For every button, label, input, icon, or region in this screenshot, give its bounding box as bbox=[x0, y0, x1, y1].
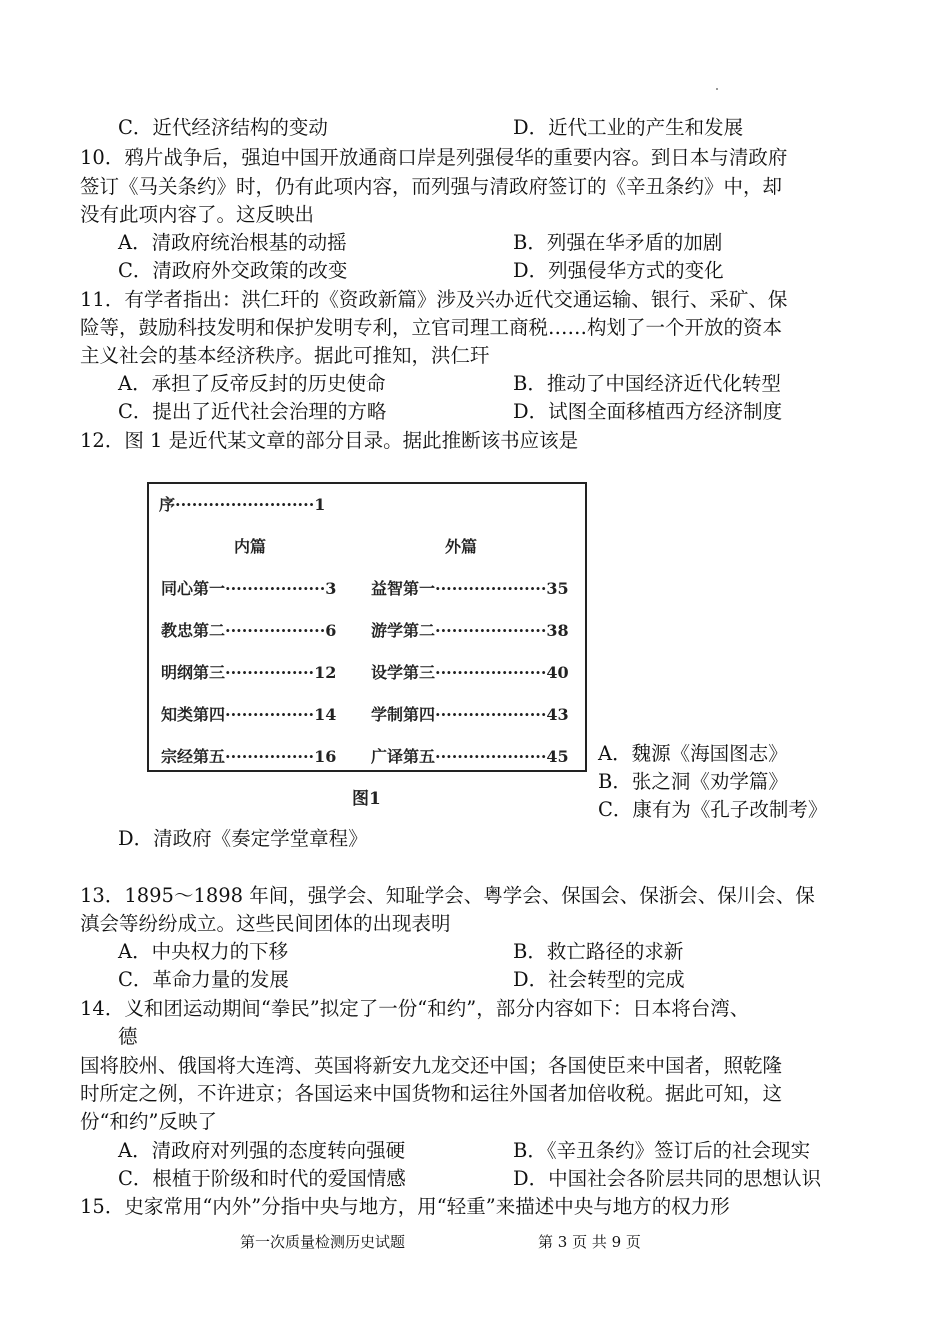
q15-stem: 15．史家常用“内外”分指中央与地方，用“轻重”来描述中央与地方的权力形 bbox=[80, 1195, 730, 1218]
q11-option-b: B．推动了中国经济近代化转型 bbox=[513, 372, 781, 395]
q9-option-c: C．近代经济结构的变动 bbox=[118, 116, 328, 139]
toc-outer-entry: 游学第二····················38 bbox=[371, 621, 569, 640]
toc-inner-title: 内篇 bbox=[234, 537, 267, 556]
q9-option-d: D．近代工业的产生和发展 bbox=[513, 116, 744, 139]
q10-stem-line-1: 10．鸦片战争后，强迫中国开放通商口岸是列强侵华的重要内容。到日本与清政府 bbox=[80, 146, 788, 169]
q13-option-d: D．社会转型的完成 bbox=[513, 968, 685, 991]
q11-option-c: C．提出了近代社会治理的方略 bbox=[118, 400, 387, 423]
q14-option-b: B．《辛丑条约》签订后的社会现实 bbox=[513, 1139, 811, 1162]
figure-1-caption: 图1 bbox=[352, 789, 381, 809]
figure-1-table-of-contents bbox=[147, 482, 587, 772]
toc-outer-entry: 益智第一····················35 bbox=[371, 579, 569, 598]
toc-inner-entry: 教忠第二··················6 bbox=[161, 621, 337, 640]
q12-option-b: B．张之洞《劝学篇》 bbox=[598, 770, 788, 793]
q12-option-d: D．清政府《奏定学堂章程》 bbox=[118, 827, 368, 850]
q13-option-b: B．救亡路径的求新 bbox=[513, 940, 684, 963]
toc-outer-title: 外篇 bbox=[445, 537, 478, 556]
toc-inner-entry: 知类第四················14 bbox=[161, 705, 337, 724]
q10-option-b: B．列强在华矛盾的加剧 bbox=[513, 231, 723, 254]
toc-outer-entry: 设学第三····················40 bbox=[371, 663, 569, 682]
footer-exam-title: 第一次质量检测历史试题 bbox=[240, 1233, 406, 1251]
scan-speck bbox=[716, 88, 718, 90]
q10-option-a: A．清政府统治根基的动摇 bbox=[118, 231, 347, 254]
q11-stem-line-2: 险等，鼓励科技发明和保护发明专利，立官司理工商税……构划了一个开放的资本 bbox=[80, 316, 783, 339]
footer-page-number: 第 3 页 共 9 页 bbox=[538, 1233, 641, 1251]
toc-inner-entry: 明纲第三················12 bbox=[161, 663, 337, 682]
toc-preface: 序·························1 bbox=[159, 495, 326, 514]
q12-stem: 12．图 1 是近代某文章的部分目录。据此推断该书应该是 bbox=[80, 429, 579, 452]
toc-outer-entry: 广译第五····················45 bbox=[371, 747, 569, 766]
q10-stem-line-3: 没有此项内容了。这反映出 bbox=[80, 203, 315, 226]
q13-stem-line-2: 滇会等纷纷成立。这些民间团体的出现表明 bbox=[80, 912, 451, 935]
q14-option-a: A．清政府对列强的态度转向强硬 bbox=[118, 1139, 406, 1162]
q14-stem-line-2: 德 bbox=[118, 1025, 138, 1048]
q11-stem-line-3: 主义社会的基本经济秩序。据此可推知，洪仁玕 bbox=[80, 344, 490, 367]
toc-inner-entry: 同心第一··················3 bbox=[161, 579, 337, 598]
q14-option-c: C．根植于阶级和时代的爱国情感 bbox=[118, 1167, 406, 1190]
q13-option-a: A．中央权力的下移 bbox=[118, 940, 289, 963]
toc-inner-entry: 宗经第五················16 bbox=[161, 747, 337, 766]
q10-option-d: D．列强侵华方式的变化 bbox=[513, 259, 724, 282]
q11-option-a: A．承担了反帝反封的历史使命 bbox=[118, 372, 386, 395]
q14-stem-line-5: 份“和约”反映了 bbox=[80, 1110, 217, 1133]
q10-option-c: C．清政府外交政策的改变 bbox=[118, 259, 348, 282]
q10-stem-line-2: 签订《马关条约》时，仍有此项内容，而列强与清政府签订的《辛丑条约》中，却 bbox=[80, 175, 783, 198]
q14-stem-line-4: 时所定之例，不许进京；各国运来中国货物和运往外国者加倍收税。据此可知，这 bbox=[80, 1082, 783, 1105]
toc-outer-entry: 学制第四····················43 bbox=[371, 705, 569, 724]
q12-option-a: A．魏源《海国图志》 bbox=[598, 742, 788, 765]
q11-option-d: D．试图全面移植西方经济制度 bbox=[513, 400, 783, 423]
q14-stem-line-3: 国将胶州、俄国将大连湾、英国将新安九龙交还中国；各国使臣来中国者，照乾隆 bbox=[80, 1054, 783, 1077]
q12-option-c: C．康有为《孔子改制考》 bbox=[598, 798, 828, 821]
q14-option-d: D．中国社会各阶层共同的思想认识 bbox=[513, 1167, 822, 1190]
q13-stem-line-1: 13．1895～1898 年间，强学会、知耻学会、粤学会、保国会、保浙会、保川会、保 bbox=[80, 884, 815, 907]
q11-stem-line-1: 11．有学者指出：洪仁玕的《资政新篇》涉及兴办近代交通运输、银行、采矿、保 bbox=[80, 288, 788, 311]
q13-option-c: C．革命力量的发展 bbox=[118, 968, 289, 991]
q14-stem-line-1: 14．义和团运动期间“拳民”拟定了一份“和约”，部分内容如下：日本将台湾、 bbox=[80, 997, 750, 1020]
